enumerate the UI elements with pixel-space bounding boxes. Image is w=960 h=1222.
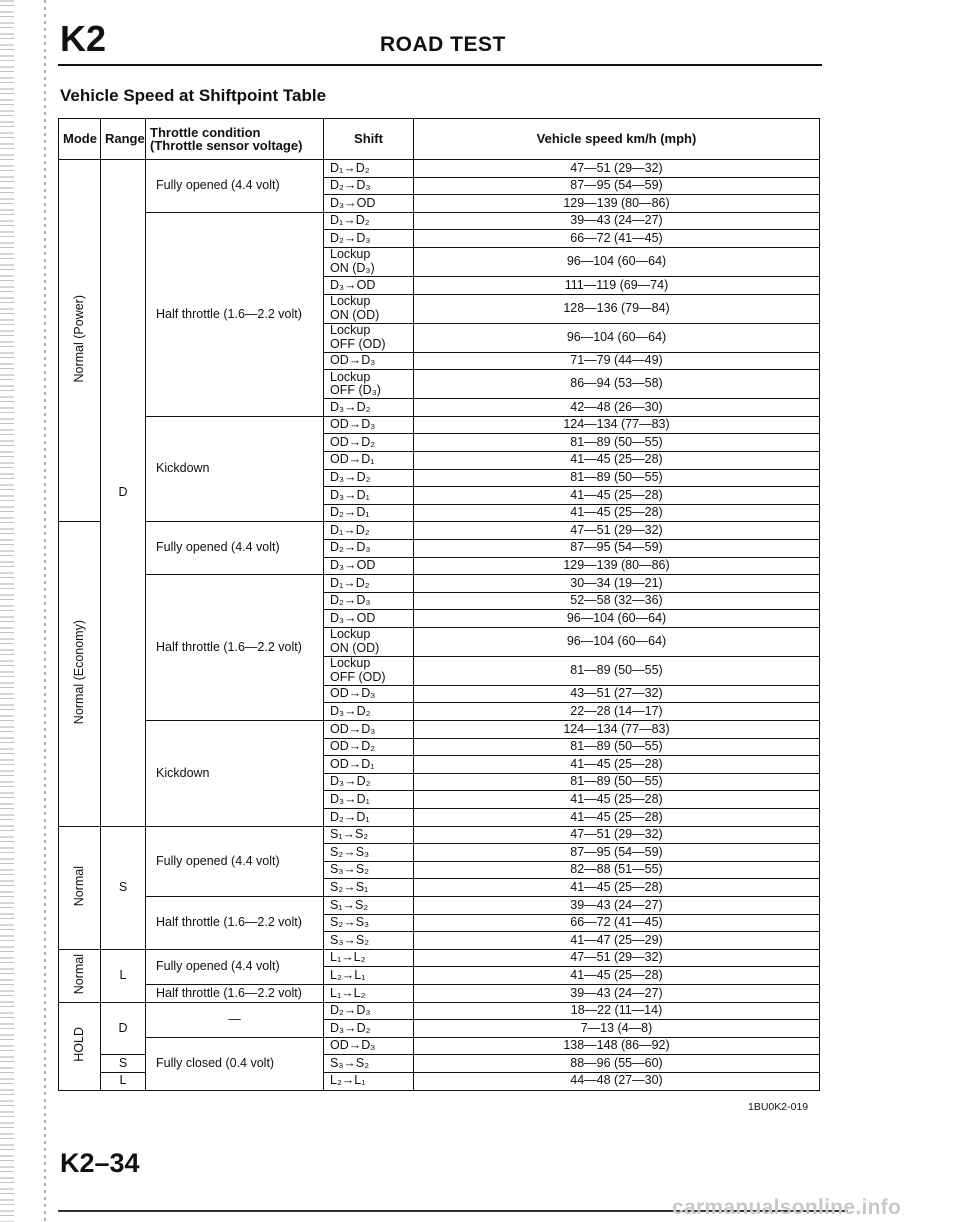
shift-cell: D₂→D₃ xyxy=(324,539,414,557)
table-header-row xyxy=(59,119,820,160)
vehicle-speed-cell: 7—13 (4—8) xyxy=(414,1020,820,1038)
vehicle-speed-cell: 81—89 (50—55) xyxy=(414,773,820,791)
shift-cell: OD→D₃ xyxy=(324,352,414,370)
table-title: Vehicle Speed at Shiftpoint Table xyxy=(60,86,327,105)
range-cell: D xyxy=(101,1002,146,1055)
vehicle-speed-cell: 87—95 (54—59) xyxy=(414,539,820,557)
vehicle-speed-cell: 39—43 (24—27) xyxy=(414,984,820,1002)
table-row xyxy=(59,212,820,230)
shift-cell: OD→D₁ xyxy=(324,756,414,774)
shift-cell: D₃→OD xyxy=(324,610,414,628)
shift-cell: D₂→D₁ xyxy=(324,504,414,522)
throttle-condition-cell: — xyxy=(146,1002,324,1037)
shiftpoint-table xyxy=(58,118,820,1091)
vehicle-speed-cell: 66—72 (41—45) xyxy=(414,230,820,248)
vehicle-speed-cell: 96—104 (60—64) xyxy=(414,323,820,352)
vehicle-speed-cell: 44—48 (27—30) xyxy=(414,1072,820,1090)
shift-cell: Lockup OFF (OD) xyxy=(324,323,414,352)
range-cell: S xyxy=(101,1055,146,1073)
mode-label: Normal (Economy) xyxy=(71,620,86,725)
vehicle-speed-cell: 96—104 (60—64) xyxy=(414,610,820,628)
shift-cell: L₂→L₁ xyxy=(324,967,414,985)
vehicle-speed-cell: 82—88 (51—55) xyxy=(414,861,820,879)
shift-cell: Lockup OFF (OD) xyxy=(324,656,414,685)
page-number: K2–34 xyxy=(60,1148,140,1178)
shift-cell: Lockup OFF (D₃) xyxy=(324,370,414,399)
table-row xyxy=(59,826,820,844)
col-mode: Mode xyxy=(59,119,101,160)
table-row xyxy=(59,522,820,540)
col-shift: Shift xyxy=(324,119,414,160)
shift-cell: D₃→D₂ xyxy=(324,1020,414,1038)
vehicle-speed-cell: 41—45 (25—28) xyxy=(414,756,820,774)
shift-cell: OD→D₃ xyxy=(324,416,414,434)
mode-label: Normal xyxy=(71,953,86,995)
vehicle-speed-cell: 81—89 (50—55) xyxy=(414,434,820,452)
shift-cell: OD→D₃ xyxy=(324,721,414,739)
scan-binding-edge xyxy=(44,0,46,1222)
mode-label: HOLD xyxy=(71,1026,86,1062)
throttle-condition-cell: Fully opened (4.4 volt) xyxy=(146,160,324,213)
vehicle-speed-cell: 52—58 (32—36) xyxy=(414,592,820,610)
mode-label: Normal (Power) xyxy=(71,295,86,383)
vehicle-speed-cell: 111—119 (69—74) xyxy=(414,276,820,294)
mode-cell xyxy=(59,826,101,949)
vehicle-speed-cell: 81—89 (50—55) xyxy=(414,738,820,756)
shift-cell: L₂→L₁ xyxy=(324,1072,414,1090)
throttle-condition-cell: Half throttle (1.6—2.2 volt) xyxy=(146,212,324,416)
vehicle-speed-cell: 96—104 (60—64) xyxy=(414,627,820,656)
table-row xyxy=(59,575,820,593)
throttle-condition-cell: Half throttle (1.6—2.2 volt) xyxy=(146,897,324,950)
shift-cell: D₁→D₂ xyxy=(324,160,414,178)
shift-cell: L₁→L₂ xyxy=(324,949,414,967)
shift-cell: OD→D₂ xyxy=(324,738,414,756)
page-header-title: ROAD TEST xyxy=(380,33,506,56)
shift-cell: D₃→OD xyxy=(324,557,414,575)
table-body xyxy=(59,160,820,1091)
throttle-condition-cell: Half throttle (1.6—2.2 volt) xyxy=(146,575,324,721)
vehicle-speed-cell: 138—148 (86—92) xyxy=(414,1037,820,1055)
vehicle-speed-cell: 124—134 (77—83) xyxy=(414,416,820,434)
vehicle-speed-cell: 43—51 (27—32) xyxy=(414,685,820,703)
shift-cell: S₃→S₂ xyxy=(324,932,414,950)
shift-cell: D₃→D₁ xyxy=(324,791,414,809)
table-row xyxy=(59,949,820,967)
mode-cell xyxy=(59,949,101,1002)
shift-cell: Lockup ON (OD) xyxy=(324,627,414,656)
col-throttle-condition: Throttle condition (Throttle sensor voltage) xyxy=(146,119,324,160)
shift-cell: S₃→S₂ xyxy=(324,1055,414,1073)
mode-cell xyxy=(59,160,101,522)
range-cell: L xyxy=(101,949,146,1002)
shift-cell: S₁→S₂ xyxy=(324,826,414,844)
col-range: Range xyxy=(101,119,146,160)
throttle-condition-cell: Fully opened (4.4 volt) xyxy=(146,522,324,575)
vehicle-speed-cell: 81—89 (50—55) xyxy=(414,656,820,685)
shift-cell: S₂→S₃ xyxy=(324,844,414,862)
shift-cell: D₃→D₂ xyxy=(324,773,414,791)
shift-cell: S₃→S₂ xyxy=(324,861,414,879)
vehicle-speed-cell: 41—45 (25—28) xyxy=(414,791,820,809)
figure-code: 1BU0K2-019 xyxy=(748,1101,809,1113)
shift-cell: D₂→D₃ xyxy=(324,177,414,195)
vehicle-speed-cell: 81—89 (50—55) xyxy=(414,469,820,487)
throttle-condition-cell: Fully opened (4.4 volt) xyxy=(146,826,324,896)
vehicle-speed-cell: 47—51 (29—32) xyxy=(414,522,820,540)
shift-cell: D₃→OD xyxy=(324,195,414,213)
vehicle-speed-cell: 124—134 (77—83) xyxy=(414,721,820,739)
vehicle-speed-cell: 22—28 (14—17) xyxy=(414,703,820,721)
vehicle-speed-cell: 86—94 (53—58) xyxy=(414,370,820,399)
shift-cell: Lockup ON (D₃) xyxy=(324,247,414,276)
shift-cell: D₂→D₃ xyxy=(324,1002,414,1020)
vehicle-speed-cell: 87—95 (54—59) xyxy=(414,177,820,195)
section-code: K2 xyxy=(60,18,107,59)
mode-label: Normal xyxy=(71,865,86,907)
mode-cell xyxy=(59,1002,101,1090)
shift-cell: D₃→D₂ xyxy=(324,469,414,487)
throttle-condition-cell: Fully opened (4.4 volt) xyxy=(146,949,324,984)
table-row xyxy=(59,160,820,178)
shift-cell: D₁→D₂ xyxy=(324,575,414,593)
table-row xyxy=(59,1002,820,1020)
vehicle-speed-cell: 41—47 (25—29) xyxy=(414,932,820,950)
table-row xyxy=(59,984,820,1002)
shift-cell: D₂→D₁ xyxy=(324,809,414,827)
shift-cell: S₂→S₁ xyxy=(324,879,414,897)
vehicle-speed-cell: 42—48 (26—30) xyxy=(414,399,820,417)
throttle-condition-cell: Half throttle (1.6—2.2 volt) xyxy=(146,984,324,1002)
vehicle-speed-cell: 88—96 (55—60) xyxy=(414,1055,820,1073)
vehicle-speed-cell: 129—139 (80—86) xyxy=(414,195,820,213)
range-cell: D xyxy=(101,160,146,827)
throttle-condition-cell: Fully closed (0.4 volt) xyxy=(146,1037,324,1090)
shift-cell: Lockup ON (OD) xyxy=(324,294,414,323)
shift-cell: D₃→D₂ xyxy=(324,703,414,721)
col-vehicle-speed: Vehicle speed km/h (mph) xyxy=(414,119,820,160)
vehicle-speed-cell: 30—34 (19—21) xyxy=(414,575,820,593)
shift-cell: D₁→D₂ xyxy=(324,212,414,230)
vehicle-speed-cell: 41—45 (25—28) xyxy=(414,809,820,827)
vehicle-speed-cell: 47—51 (29—32) xyxy=(414,826,820,844)
vehicle-speed-cell: 39—43 (24—27) xyxy=(414,212,820,230)
throttle-condition-cell: Kickdown xyxy=(146,416,324,522)
shift-cell: D₃→D₂ xyxy=(324,399,414,417)
shift-cell: S₂→S₃ xyxy=(324,914,414,932)
vehicle-speed-cell: 47—51 (29—32) xyxy=(414,160,820,178)
shift-cell: D₃→OD xyxy=(324,276,414,294)
vehicle-speed-cell: 96—104 (60—64) xyxy=(414,247,820,276)
vehicle-speed-cell: 41—45 (25—28) xyxy=(414,879,820,897)
shift-cell: OD→D₃ xyxy=(324,685,414,703)
shift-cell: D₂→D₃ xyxy=(324,230,414,248)
shift-cell: OD→D₁ xyxy=(324,451,414,469)
vehicle-speed-cell: 39—43 (24—27) xyxy=(414,897,820,915)
vehicle-speed-cell: 47—51 (29—32) xyxy=(414,949,820,967)
throttle-condition-cell: Kickdown xyxy=(146,721,324,827)
shift-cell: D₃→D₁ xyxy=(324,487,414,505)
vehicle-speed-cell: 18—22 (11—14) xyxy=(414,1002,820,1020)
range-cell: S xyxy=(101,826,146,949)
table-row xyxy=(59,416,820,434)
vehicle-speed-cell: 71—79 (44—49) xyxy=(414,352,820,370)
table-row xyxy=(59,721,820,739)
shift-cell: L₁→L₂ xyxy=(324,984,414,1002)
table-row xyxy=(59,1037,820,1055)
vehicle-speed-cell: 87—95 (54—59) xyxy=(414,844,820,862)
shift-cell: D₁→D₂ xyxy=(324,522,414,540)
shift-cell: OD→D₃ xyxy=(324,1037,414,1055)
scan-binding-edge xyxy=(0,0,14,1222)
mode-cell xyxy=(59,522,101,826)
shift-cell: D₂→D₃ xyxy=(324,592,414,610)
watermark: carmanualsonline.info xyxy=(672,1196,902,1219)
vehicle-speed-cell: 41—45 (25—28) xyxy=(414,967,820,985)
shift-cell: S₁→S₂ xyxy=(324,897,414,915)
header-rule xyxy=(58,64,822,66)
vehicle-speed-cell: 41—45 (25—28) xyxy=(414,451,820,469)
vehicle-speed-cell: 128—136 (79—84) xyxy=(414,294,820,323)
vehicle-speed-cell: 129—139 (80—86) xyxy=(414,557,820,575)
shift-cell: OD→D₂ xyxy=(324,434,414,452)
vehicle-speed-cell: 66—72 (41—45) xyxy=(414,914,820,932)
table-row xyxy=(59,897,820,915)
vehicle-speed-cell: 41—45 (25—28) xyxy=(414,504,820,522)
range-cell: L xyxy=(101,1072,146,1090)
vehicle-speed-cell: 41—45 (25—28) xyxy=(414,487,820,505)
